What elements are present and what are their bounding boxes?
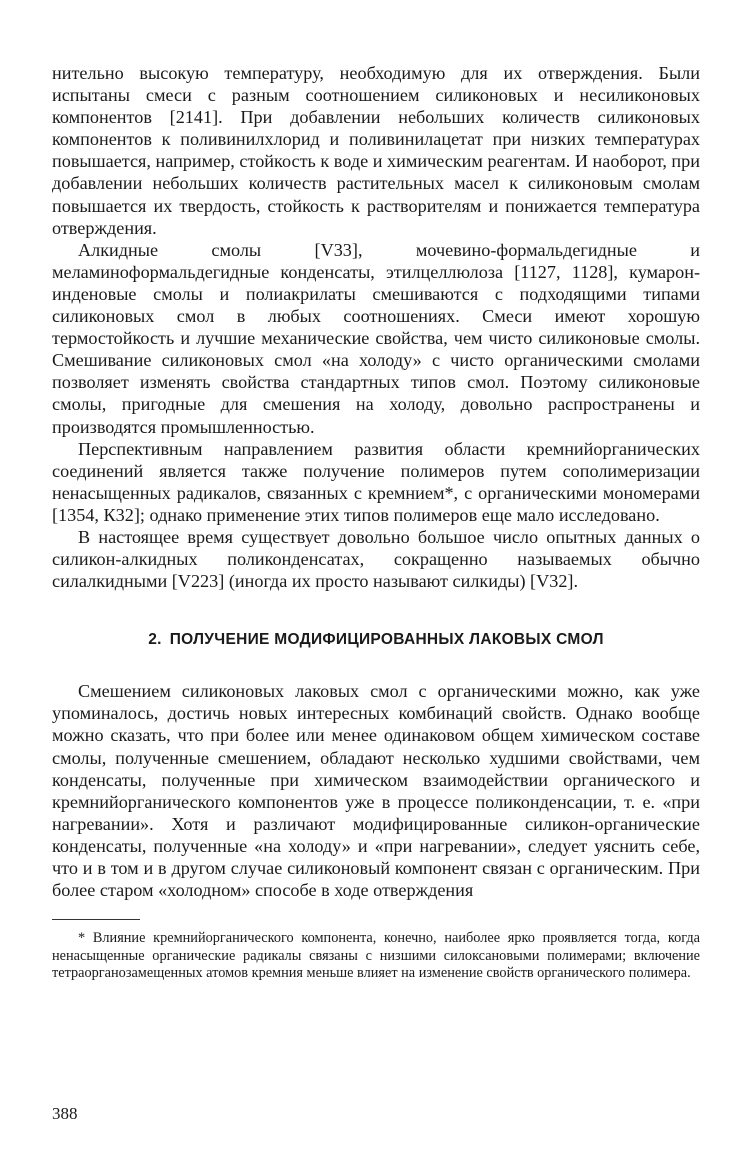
page-body: [52, 62, 700, 983]
page-number: 388: [52, 1104, 78, 1123]
paragraph-3: Перспективным направлением развития области кремнийорганических соединений является также получение полимеров путем сополимеризации ненасыщенных радикалов, связанных с кремнием*, с органическими мономерами [1354, К32]; однако применение этих типов полимеров еще мало исследовано.: [52, 438, 700, 525]
footnote-divider: [52, 919, 140, 920]
footnote: * Влияние кремнийорганического компонента, конечно, наиболее ярко проявляется тогда, когда ненасыщенные органические радикалы связаны с низшими силоксановыми полимерами; включение тетраорганозамещенных атомов кремния меньше влияет на изменение свойств органического полимера.: [52, 930, 700, 982]
paragraph-2: Алкидные смолы [V33], мочевино-формальдегидные и меламиноформальдегидные конденсаты, этилцеллюлоза [1127, 1128], кумарон-инденовые смолы и полиакрилаты смешиваются с подходящими типами силиконовых смол в любых соотношениях. Смеси имеют хорошую термостойкость и лучшие механические свойства, чем чисто силиконовые смолы. Смешивание силиконовых смол «на холоду» с чисто органическими смолами позволяет изменять свойства стандартных типов смол. Поэтому силиконовые смолы, пригодные для смешения на холоду, довольно распространены и производятся промышленностью.: [52, 239, 700, 437]
paragraph-5: Смешением силиконовых лаковых смол с органическими можно, как уже упоминалось, достичь новых интересных комбинаций свойств. Однако вообще можно сказать, что при более или менее одинаковом общем химическом составе смолы, полученные смешением, обладают несколько худшими свойствами, чем конденсаты, полученные при химическом взаимодействии органического и кремнийорганического компонентов уже в процессе поликонденсации, т. е. «при нагревании». Хотя и различают модифицированные силикон-органические конденсаты, полученные «на холоду» и «при нагревании», следует уяснить себе, что и в том и в другом случае силиконовый компонент связан с органическим. При более старом «холодном» способе в ходе отверждения: [52, 681, 700, 901]
paragraph-1: нительно высокую температуру, необходимую для их отверждения. Были испытаны смеси с разным соотношением силиконовых и несиликоновых компонентов [2141]. При добавлении небольших количеств силиконовых компонентов к поливинилхлорид и поливинилацетат при низких температурах повышается, например, стойкость к воде и химическим реагентам. И наоборот, при добавлении небольших количеств растительных масел к силиконовым смолам повышается их твердость, стойкость к растворителям и понижается температура отверждения.: [52, 63, 700, 238]
section-title: ПОЛУЧЕНИЕ МОДИФИЦИРОВАННЫХ ЛАКОВЫХ СМОЛ: [169, 631, 604, 649]
paragraph-4: В настоящее время существует довольно большое число опытных данных о силикон-алкидных поликонденсатах, сокращенно называемых обычно силалкидными [V223] (иногда их просто называют силкиды) [V32].: [52, 526, 700, 592]
section-number: 2.: [148, 631, 162, 649]
section-heading: [52, 630, 700, 650]
